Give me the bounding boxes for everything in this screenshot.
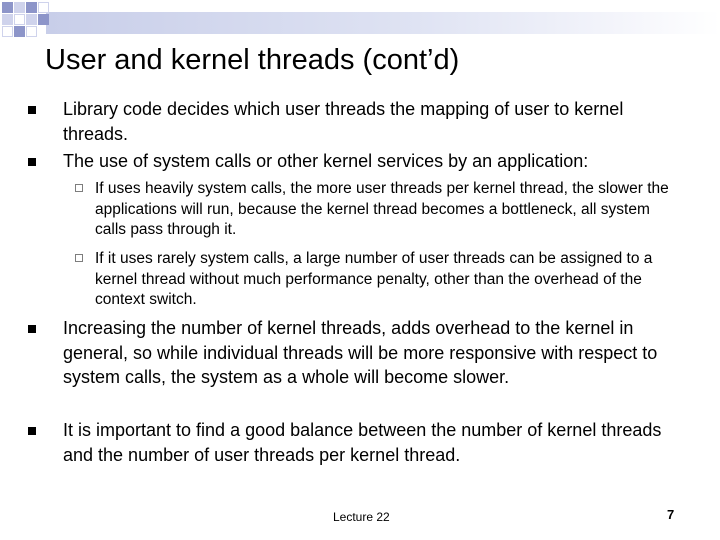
bullet-marker (28, 106, 36, 114)
deco-square (14, 26, 25, 37)
bullet-marker (28, 325, 36, 333)
header-gradient-bar (46, 12, 720, 34)
deco-square (38, 2, 49, 13)
bullet-text: Library code decides which user threads the mapping of user to kernel threads. (63, 99, 624, 144)
deco-square (2, 14, 13, 25)
bullet-text: The use of system calls or other kernel services by an application: (63, 151, 589, 171)
sub-bullet-text: If it uses rarely system calls, a large number of user threads can be assigned to a kernel thread without much performance penalty, other than the overhead of the context switch. (95, 250, 653, 308)
slide-footer: Lecture 22 (333, 510, 390, 524)
deco-square (26, 14, 37, 25)
deco-square (14, 2, 25, 13)
deco-square (26, 26, 37, 37)
checkbox-bullet-icon (75, 254, 83, 262)
checkbox-bullet-icon (75, 184, 83, 192)
deco-square (38, 14, 49, 25)
slide-title: User and kernel threads (cont’d) (45, 44, 460, 76)
bullet-item (63, 418, 678, 467)
deco-square (2, 26, 13, 37)
bullet-text: It is important to find a good balance between the number of kernel threads and the number of user threads per kernel thread. (63, 420, 662, 465)
sub-bullet-item (95, 179, 685, 241)
deco-square (2, 2, 13, 13)
deco-square (14, 14, 25, 25)
page-number: 7 (667, 507, 675, 522)
bullet-item (63, 97, 673, 146)
sub-bullet-text: If uses heavily system calls, the more user threads per kernel thread, the slower the applications will run, because the kernel thread becomes a bottleneck, all system calls pass through it. (95, 180, 669, 238)
bullet-marker (28, 427, 36, 435)
bullet-item (63, 316, 678, 390)
bullet-text: Increasing the number of kernel threads, adds overhead to the kernel in general, so while individual threads will be more responsive with respect to system calls, the system as a whole will become slower. (63, 318, 658, 387)
deco-square (26, 2, 37, 13)
bullet-marker (28, 158, 36, 166)
sub-bullet-item (95, 249, 675, 311)
bullet-item (63, 149, 673, 174)
header-decoration (0, 0, 720, 40)
